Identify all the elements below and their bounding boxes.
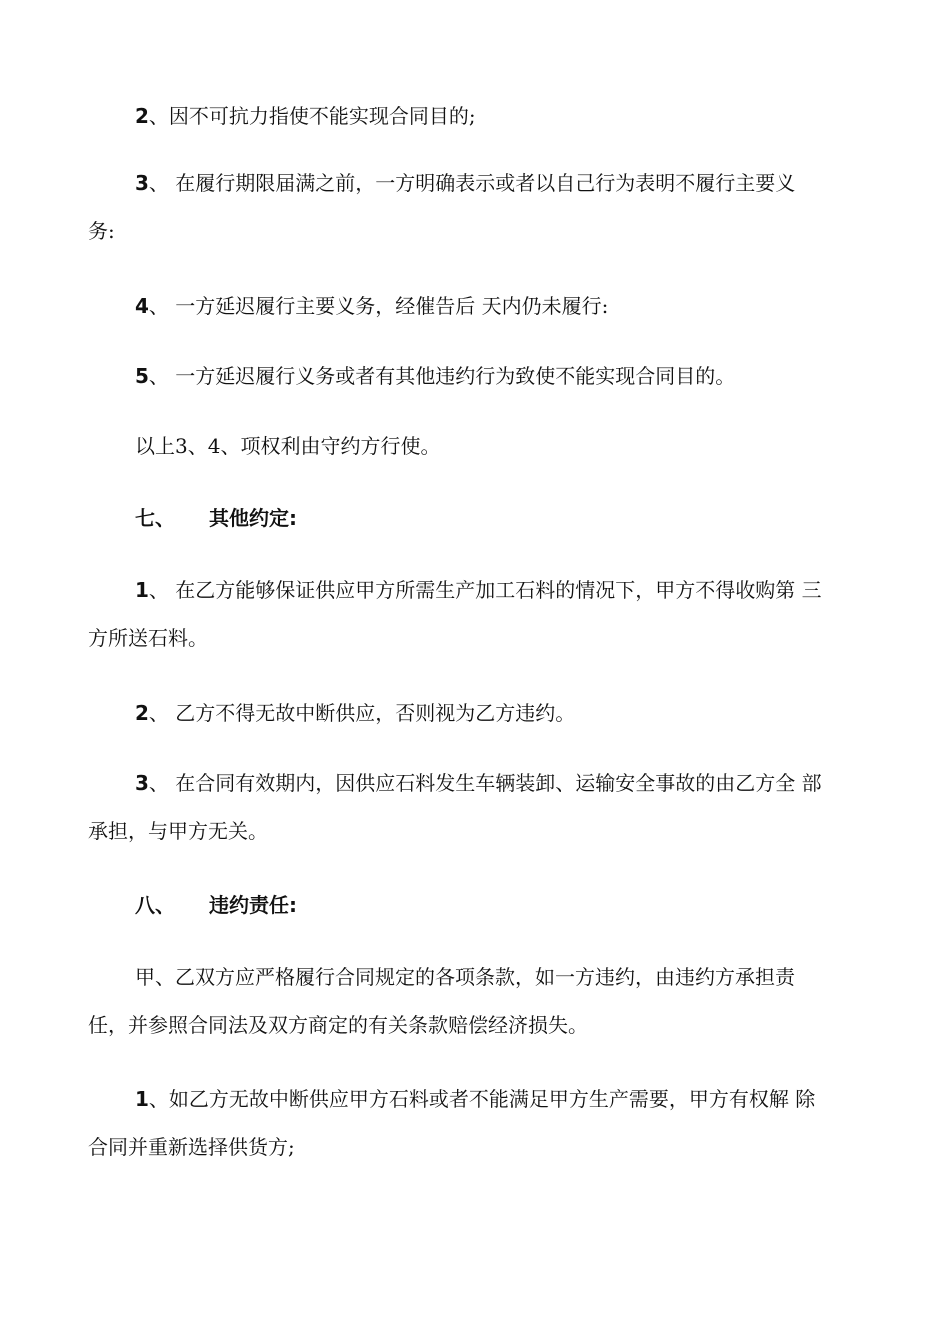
clause-item-5 [88, 352, 864, 400]
section-8-intro [88, 953, 864, 1049]
section-7-item-3 [88, 759, 864, 855]
intro-line1: 甲、乙双方应严格履行合同规定的各项条款，如一方违约，由违约方承担责 [135, 965, 795, 989]
clause-text: 、 一方延迟履行义务或者有其他违约行为致使不能实现合同目的。 [148, 364, 736, 388]
clause-text-line2: 务: [88, 219, 115, 243]
clause-item-3 [88, 159, 864, 255]
clause-text: 、因不可抗力指使不能实现合同目的; [148, 104, 476, 128]
clause-text-line1: 、 在乙方能够保证供应甲方所需生产加工石料的情况下，甲方不得收购第 三 [148, 578, 822, 602]
clause-number: 2 [135, 701, 149, 725]
clause-text-line2: 合同并重新选择供货方; [88, 1135, 295, 1159]
section-7-item-2 [88, 689, 864, 737]
section-8-heading [88, 881, 864, 929]
clause-text-line2: 承担，与甲方无关。 [88, 819, 268, 843]
clause-number: 4 [135, 294, 149, 318]
clause-number: 2 [135, 104, 149, 128]
clause-number: 3 [135, 171, 149, 195]
clause-item-2 [88, 92, 864, 140]
clause-number: 3 [135, 771, 149, 795]
section-number: 八、 [135, 893, 175, 917]
clause-text-line1: 、 在合同有效期内，因供应石料发生车辆装卸、运输安全事故的由乙方全 部 [148, 771, 822, 795]
clause-number: 5 [135, 364, 149, 388]
section-8-item-1 [88, 1075, 864, 1171]
rights-note-text: 以上3、4、项权利由守约方行使。 [135, 434, 441, 458]
section-7-item-1 [88, 566, 864, 662]
intro-line2: 任，并参照合同法及双方商定的有关条款赔偿经济损失。 [88, 1013, 588, 1037]
clause-item-4 [88, 282, 864, 330]
section-title: 其他约定: [209, 506, 297, 530]
clause-text: 、 一方延迟履行主要义务，经催告后 天内仍未履行: [148, 294, 609, 318]
clause-text-line2: 方所送石料。 [88, 626, 208, 650]
section-7-heading [88, 494, 864, 542]
clause-text-line1: 、如乙方无故中断供应甲方石料或者不能满足甲方生产需要，甲方有权解 除 [148, 1087, 816, 1111]
clause-text: 、 乙方不得无故中断供应，否则视为乙方违约。 [148, 701, 576, 725]
clause-number: 1 [135, 1087, 149, 1111]
clause-number: 1 [135, 578, 149, 602]
section-title: 违约责任: [209, 893, 297, 917]
clause-text-line1: 、 在履行期限届满之前，一方明确表示或者以自己行为表明不履行主要义 [148, 171, 796, 195]
rights-note [88, 422, 864, 470]
section-number: 七、 [135, 506, 175, 530]
